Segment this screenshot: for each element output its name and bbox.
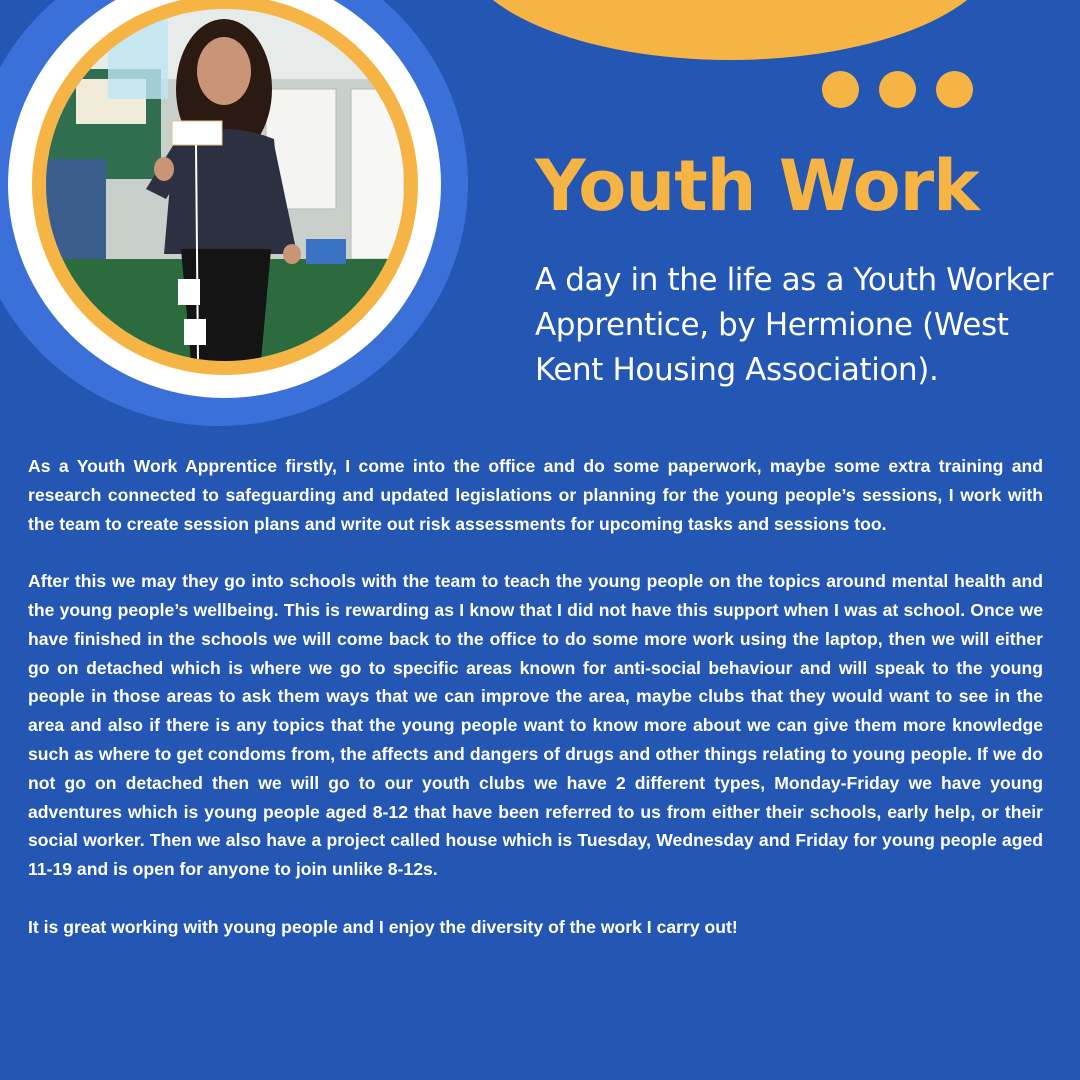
profile-photo <box>46 9 404 361</box>
page-subtitle: A day in the life as a Youth Worker Apprentice, by Hermione (West Kent Housing Association). <box>535 262 1053 388</box>
article-body <box>28 452 1043 942</box>
body-paragraph: It is great working with young people and I enjoy the diversity of the work I carry out! <box>28 916 738 937</box>
page-title: Youth Work <box>535 145 979 227</box>
body-paragraph: After this we may they go into schools with the team to teach the young people on the topics around mental health and the young people’s wellbeing. This is rewarding as I know that I did not have this support when I was at school. Once we have finished in the schools we will come back to the office to do some more work using the laptop, then we will either go on detached which is where we go to specific areas known for anti-social behaviour and will speak to the young people in those areas to ask them ways that we can improve the area, maybe clubs that they would want to see in the area and also if there is any topics that the young people want to know more about we can give them more knowledge such as where to get condoms from, the affects and dangers of drugs and other things relating to young people. If we do not go on detached then we will go to our youth clubs we have 2 different types, Monday-Friday we have young adventures which is young people aged 8-12 that have been referred to us from either their schools, early help, or their social worker. Then we also have a project called house which is Tuesday, Wednesday and Friday for young people aged 11-19 and is open for anyone to join unlike 8-12s. <box>28 571 1043 880</box>
dot-icon <box>879 71 916 108</box>
decorative-dots <box>822 71 973 108</box>
decorative-blob <box>460 0 1000 60</box>
dot-icon <box>822 71 859 108</box>
body-paragraph: As a Youth Work Apprentice firstly, I come into the office and do some paperwork, maybe some extra training and research connected to safeguarding and updated legislations or planning for the young people’s sessions, I work with the team to create session plans and write out risk assessments for upcoming tasks and sessions too. <box>28 456 1043 534</box>
dot-icon <box>936 71 973 108</box>
person-photo-icon <box>46 9 404 361</box>
